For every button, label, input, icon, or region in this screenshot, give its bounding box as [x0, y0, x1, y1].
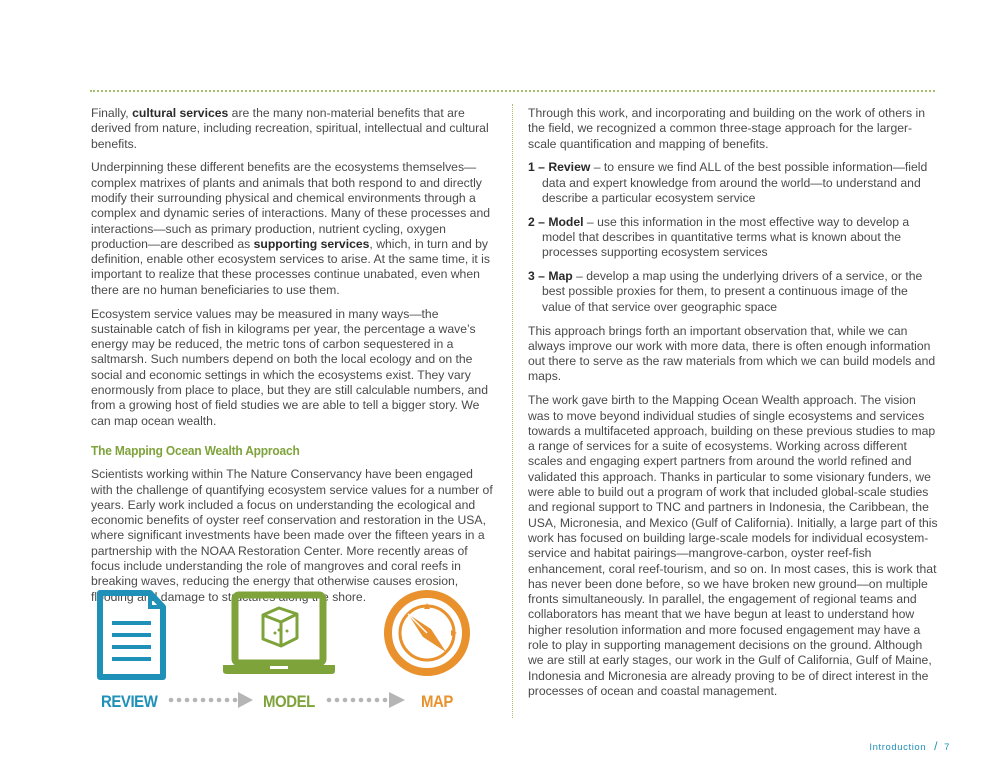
review-label: REVIEW [101, 692, 158, 711]
observation-paragraph: This approach brings forth an important observation that, while we can always improve our work with more data, there is often enough information out there to serve as the raw materials from which we can build models and maps. [528, 323, 936, 384]
right-column [528, 106, 938, 708]
step-model: 2 – Model – use this information in the most effective way to develop a model that describes in quantitative terms what is known about the processes supporting ecosystem services [528, 214, 910, 260]
service-values-paragraph: Ecosystem service values may be measured in many ways—the sustainable catch of fish in kilograms per year, the percentage a wave’s energy may be reduced, the metric tons of carbon sequestered in a saltmarsh. Such numbers depend on both the local ecology and on the social and economic settings in which the ecosystems exist. They vary enormously from place to place, but they are still calculable numbers, and from a growing host of field studies we are able to tell a bigger story. We can map ocean wealth. [91, 306, 488, 428]
footer-section: Introduction [869, 742, 927, 753]
laptop-cube-icon [223, 595, 335, 674]
left-column [91, 106, 497, 613]
compass-icon [388, 594, 466, 672]
document-icon [100, 593, 163, 677]
review-model-map-figure [95, 585, 495, 720]
column-divider [512, 104, 513, 718]
map-label: MAP [421, 692, 453, 711]
page-footer [869, 739, 950, 753]
step-map: 3 – Map – develop a map using the underlying drivers of a service, or the best possible proxies for them, to present a continuous image of the value of that service over geographic space [528, 269, 923, 314]
scientists-paragraph: Scientists working within The Nature Conservancy have been engaged with the challenge of quantifying ecosystem service values for a number of years. Early work included a focus on understanding the ecological and economic benefits of oyster reef conservation and restoration in the USA, where significant investments have been made over the fifteen years in a partnership with the NOAA Restoration Center. More recently areas of focus include understanding the role of mangroves and coral reefs in breaking waves, reducing the energy that otherwise causes erosion, flooding and damage to structures along the shore. [91, 467, 493, 604]
section-heading: The Mapping Ocean Wealth Approach [91, 442, 300, 458]
top-divider [90, 90, 935, 92]
step-review: 1 – Review – to ensure we find ALL of the best possible information—field data and expert knowledge from around the world—to understand and describe a particular ecosystem service [528, 160, 928, 205]
page-number: 7 [944, 742, 950, 753]
model-label: MODEL [263, 692, 315, 711]
supporting-services-paragraph: Underpinning these different benefits are the ecosystems themselves—complex matrixes of plants and animals that both respond to and directly modify their surrounding physical and chemical environments through a complex and dynamic series of interactions. Many of these processes and interactions—such as primary production, nutrient cycling, oxygen production—are described as supporting services, which, in turn and by definition, enable other ecosystem services to arise. At the same time, it is important to realize that these processes continue unabated, even when there are no human beneficiaries to use them. [91, 160, 491, 297]
review-to-model-arrow [169, 692, 253, 708]
mow-approach-paragraph: The work gave birth to the Mapping Ocean Wealth approach. The vision was to move beyond individual studies of single ecosystems and services towards a multifaceted approach, building on these previous studies to map a range of services for a suite of ecosystems. Working across different scales and engaging expert partners from around the world refined and validated this approach. Thanks in particular to some visionary funders, we were able to build out a program of work that included global-scale studies and regional support to TNC and partners in Indonesia, the Caribbean, the USA, Micronesia, and Mexico (Gulf of California). Initially, a large part of this work has focused on building large-scale models for individual ecosystem-service and habitat pairings—mangrove-carbon, oyster reef-fish enhancement, coral reef-tourism, and so on. In most cases, this is work that has never been done before, so we have broken new ground—on multiple fronts simultaneously. In parallel, the engagement of regional teams and collaborators has meant that we have begun at least to understand how higher resolution information and more focused engagement may have a role to play in supporting management decisions on the ground. Although we are still at early stages, our work in the Gulf of California, Gulf of Maine, Indonesia and Micronesia are already proving to be of direct interest in the processes of ocean and coastal management. [528, 393, 938, 698]
cultural-services-paragraph: Finally, cultural services are the many non-material benefits that are derived from nature, including recreation, spiritual, intellectual and cultural benefits. [91, 106, 489, 151]
approach-intro-paragraph: Through this work, and incorporating and building on the work of others in the field, we recognized a common three-stage approach for the larger-scale quantification and mapping of benefits. [528, 106, 926, 151]
footer-slash: / [934, 739, 939, 753]
model-to-map-arrow [327, 692, 405, 708]
